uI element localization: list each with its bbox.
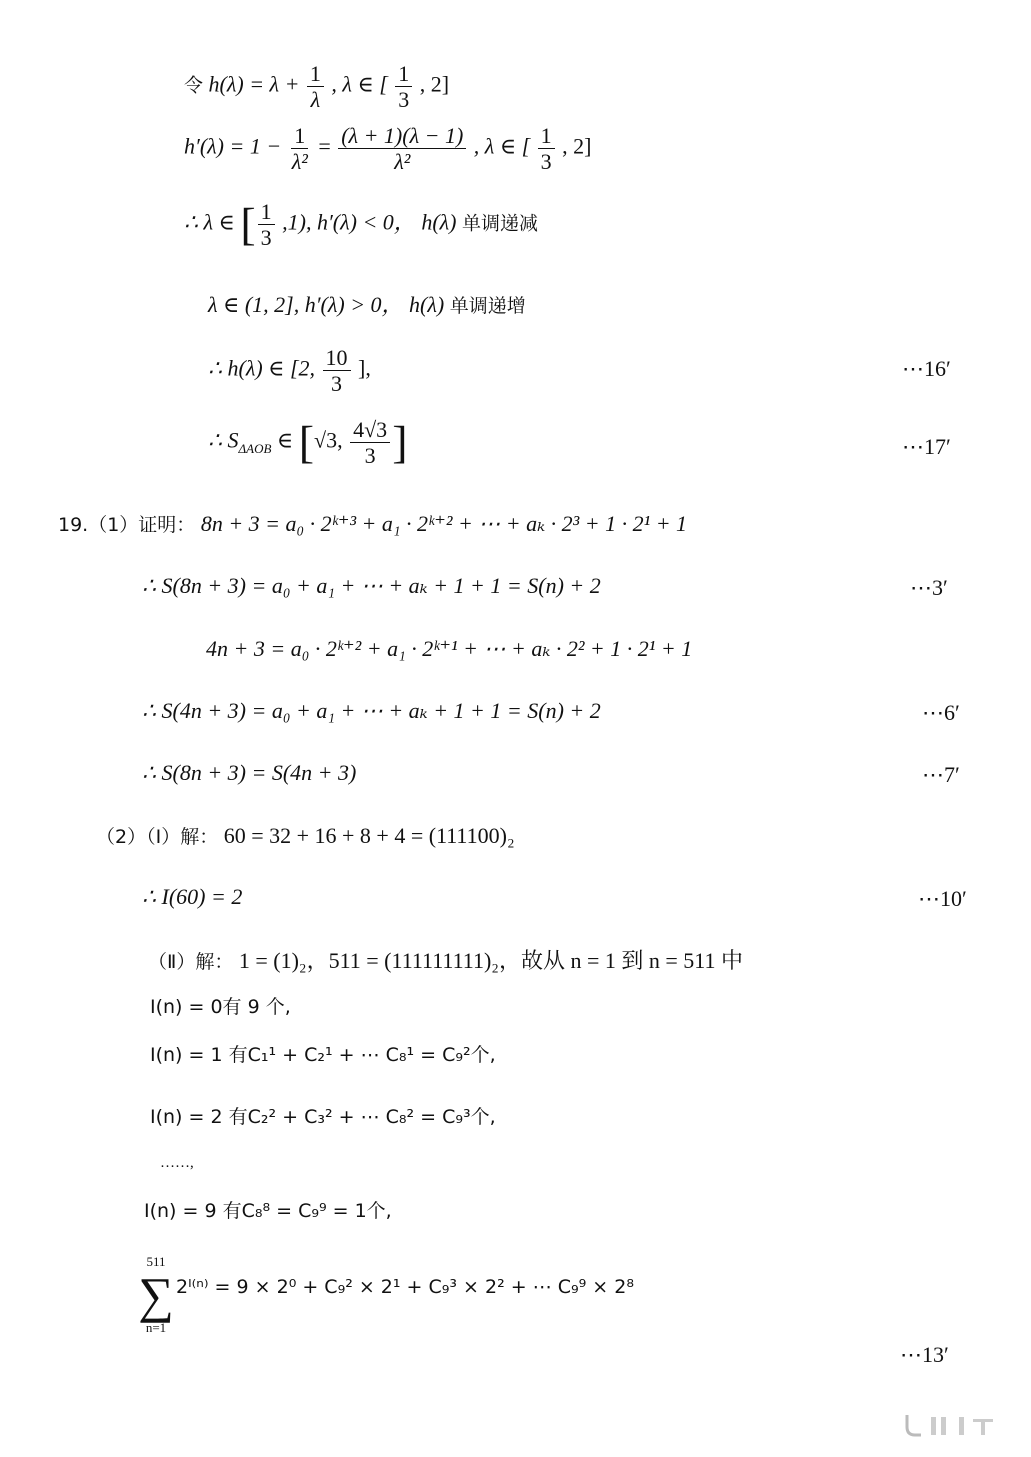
- expr-sqrt3: √3,: [314, 427, 343, 453]
- fraction-4sqrt3-over-3: $\frac{4√3}{3}$: [350, 418, 390, 467]
- line-19-proof: [58, 513, 687, 535]
- watermark-icon: [901, 1411, 1011, 1439]
- expr-domain-close: , 2]: [419, 71, 450, 97]
- expr-domain-open: , λ ∈ [: [331, 71, 388, 97]
- expr-i60: ∴ I(60) = 2: [142, 884, 243, 909]
- line-in-1: [150, 1046, 496, 1065]
- line-h-definition: [184, 62, 449, 111]
- expr-h-range-close: ],: [358, 355, 371, 381]
- line-increasing: [208, 294, 526, 316]
- expr-s-8n3: ∴ S(8n + 3) = a₀ + a₁ + ⋯ + aₖ + 1 + 1 = S(n) + 2: [142, 573, 601, 598]
- fraction-1-over-lambda-sq: $\frac{1}{\text{λ²}}$: [291, 123, 308, 175]
- expr-ellipsis: ……,: [160, 1155, 194, 1171]
- expr-h: h(λ): [421, 209, 457, 235]
- fraction-ten-thirds: $\frac{10}{3}$: [323, 346, 351, 395]
- expr-h: h(λ): [409, 292, 445, 317]
- expr-range-n: 1 = (1)₂，511 = (111111111)₂，故从 n = 1 到 n = 511 中: [238, 948, 743, 973]
- fraction-one-third: $\frac{1}{3}$: [395, 62, 412, 111]
- score-16: ⋯16′: [902, 356, 951, 381]
- expr-8n3: 8n + 3 = a₀ · 2ᵏ⁺³ + a₁ · 2ᵏ⁺² + ⋯ + aₖ · 2³ + 1 · 2¹ + 1: [200, 511, 688, 536]
- label-2-i: （2）（Ⅰ）解：: [96, 826, 219, 848]
- line-2-i: [96, 825, 515, 847]
- expr-in-1: I(n) = 1 有C₁¹ + C₂¹ + ⋯ C₈¹ = C₉²个,: [150, 1044, 496, 1066]
- score-7: ⋯7′: [922, 762, 960, 787]
- expr-derivative-positive: λ ∈ (1, 2], h′(λ) > 0，: [208, 292, 404, 317]
- expr-domain-close: , 2]: [562, 133, 592, 159]
- label-19-1: 19.（1）证明：: [58, 514, 196, 536]
- sigma-glyph: ∑: [138, 1267, 174, 1323]
- line-conclusion-1: [142, 762, 356, 784]
- expr-in-2: I(n) = 2 有C₂² + C₃² + ⋯ C₈² = C₉³个,: [150, 1106, 496, 1128]
- expr-4n3: 4n + 3 = a₀ · 2ᵏ⁺² + a₁ · 2ᵏ⁺¹ + ⋯ + aₖ · 2² + 1 · 2¹ + 1: [206, 636, 693, 661]
- expr-s-4n3: ∴ S(4n + 3) = a₀ + a₁ + ⋯ + aₖ + 1 + 1 = S(n) + 2: [142, 698, 601, 723]
- label-2-ii: （Ⅱ）解：: [148, 951, 234, 973]
- expr-derivative-negative: ,1), h′(λ) < 0，: [282, 209, 416, 235]
- expr-h-lambda: h(λ) = λ +: [208, 71, 300, 97]
- subscript-aob: ΔAOB: [238, 441, 272, 457]
- line-in-2: [150, 1108, 496, 1127]
- expr-in-9: I(n) = 9 有C₈⁸ = C₉⁹ = 1个,: [144, 1200, 392, 1222]
- score-3: ⋯3′: [910, 575, 948, 600]
- expr-h-prime: h′(λ) = 1 −: [184, 133, 282, 159]
- line-4n3: [206, 638, 692, 660]
- expr-h-range-open: ∴ h(λ) ∈ [2,: [208, 355, 316, 381]
- score-13: ⋯13′: [900, 1342, 949, 1367]
- fraction-factored: $\frac{(\lambda + 1)(\lambda - 1)}{\text{λ²}}$: [338, 124, 466, 173]
- element-of: ∈: [276, 427, 294, 453]
- text-decreasing: 单调递减: [462, 212, 539, 235]
- sum-upper-limit: 511: [146, 1254, 166, 1269]
- fraction-1-over-lambda: $\frac{1}{\lambda}$: [307, 62, 324, 111]
- bracket-right: ]: [392, 416, 408, 468]
- line-h-range: [208, 346, 371, 395]
- line-in-9: [144, 1202, 392, 1221]
- equals-sign: =: [318, 133, 331, 159]
- expr-60-binary: 60 = 32 + 16 + 8 + 4 = (111100)₂: [223, 823, 515, 848]
- bracket-left: [: [298, 416, 315, 468]
- line-decreasing: [184, 200, 538, 249]
- text-increasing: 单调递增: [449, 295, 526, 317]
- line-2-ii: [148, 950, 743, 972]
- score-6: ⋯6′: [922, 700, 960, 725]
- line-in-0: [150, 998, 291, 1017]
- score-17: ⋯17′: [902, 434, 951, 459]
- line-i60: [142, 886, 242, 908]
- text-let: 令: [184, 74, 204, 97]
- expr-s-equal: ∴ S(8n + 3) = S(4n + 3): [142, 760, 357, 785]
- line-s-4n3: [142, 700, 601, 722]
- line-summation: [176, 1278, 634, 1297]
- summation-symbol: [136, 1254, 176, 1336]
- line-h-derivative: [184, 124, 592, 173]
- expr-in-0: I(n) = 0有 9 个,: [150, 996, 291, 1018]
- bracket-left: [: [240, 198, 256, 250]
- fraction-one-third: $\frac{1}{3}$: [538, 124, 555, 173]
- expr-therefore-lambda: ∴ λ ∈: [184, 209, 235, 235]
- expr-summation: 2ᴵ⁽ⁿ⁾ = 9 × 2⁰ + C₉² × 2¹ + C₉³ × 2² + ⋯ C₉⁹ × 2⁸: [176, 1276, 634, 1298]
- fraction-one-third: $\frac{1}{3}$: [258, 200, 275, 249]
- line-ellipsis: [160, 1156, 194, 1171]
- sum-lower-limit: n=1: [145, 1320, 167, 1335]
- expr-s: ∴ S: [208, 427, 239, 453]
- line-area-range: [208, 418, 408, 467]
- line-s-8n3: [142, 575, 601, 597]
- score-10: ⋯10′: [918, 886, 967, 911]
- expr-domain-open: , λ ∈ [: [473, 133, 531, 159]
